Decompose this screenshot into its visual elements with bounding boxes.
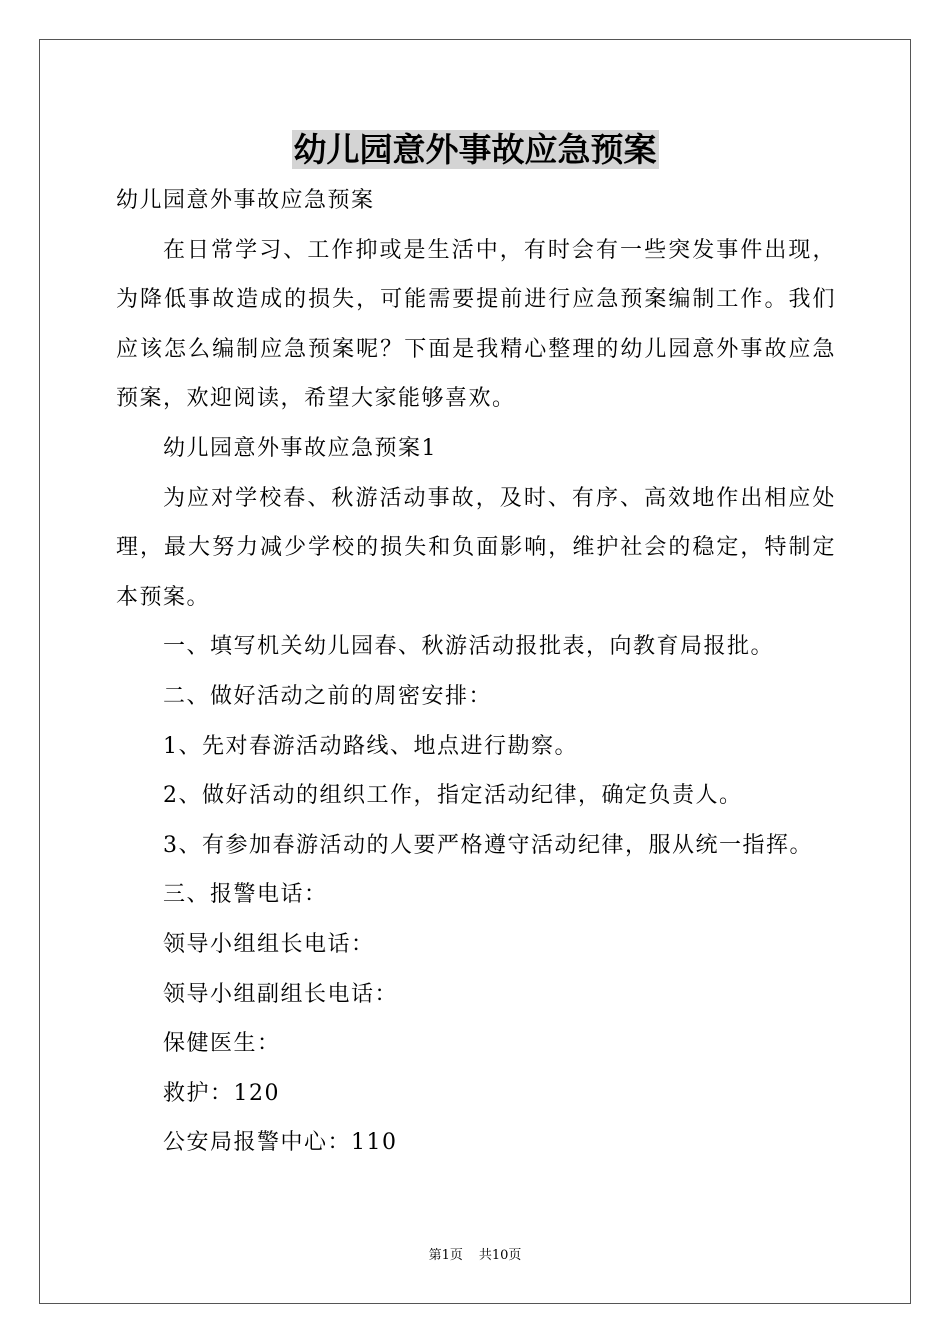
purpose-paragraph: 为应对学校春、秋游活动事故，及时、有序、高效地作出相应处理，最大努力减少学校的损失和负面影响，维护社会的稳定，特制定本预案。 (116, 485, 836, 610)
intro-paragraph: 在日常学习、工作抑或是生活中，有时会有一些突发事件出现，为降低事故造成的损失，可能需要提前进行应急预案编制工作。我们应该怎么编制应急预案呢？下面是我精心整理的幼儿园意外事故应急预案，欢迎阅读，希望大家能够喜欢。 (116, 237, 836, 412)
page-total: 共10页 (478, 1248, 522, 1263)
document-body (116, 176, 836, 1168)
list-item: 一、填写机关幼儿园春、秋游活动报批表，向教育局报批。 (163, 634, 775, 660)
section-heading: 幼儿园意外事故应急预案1 (163, 435, 437, 461)
list-item: 公安局报警中心：110 (163, 1130, 398, 1156)
list-item: 保健医生： (163, 1031, 281, 1057)
list-item: 1、先对春游活动路线、地点进行勘察。 (163, 733, 578, 759)
list-item: 救护：120 (163, 1080, 280, 1106)
list-item: 2、做好活动的组织工作，指定活动纪律，确定负责人。 (163, 783, 743, 809)
document-title (0, 128, 950, 172)
list-item: 二、做好活动之前的周密安排： (163, 683, 493, 709)
list-item: 领导小组组长电话： (163, 931, 375, 957)
list-item: 3、有参加春游活动的人要严格遵守活动纪律，服从统一指挥。 (163, 832, 813, 858)
document-subtitle: 幼儿园意外事故应急预案 (116, 188, 375, 213)
list-item: 领导小组副组长电话： (163, 981, 399, 1007)
page-footer (0, 1247, 950, 1265)
list-item: 三、报警电话： (163, 882, 328, 908)
document-title-text: 幼儿园意外事故应急预案 (293, 130, 657, 169)
page-number: 第1页 (428, 1248, 463, 1263)
